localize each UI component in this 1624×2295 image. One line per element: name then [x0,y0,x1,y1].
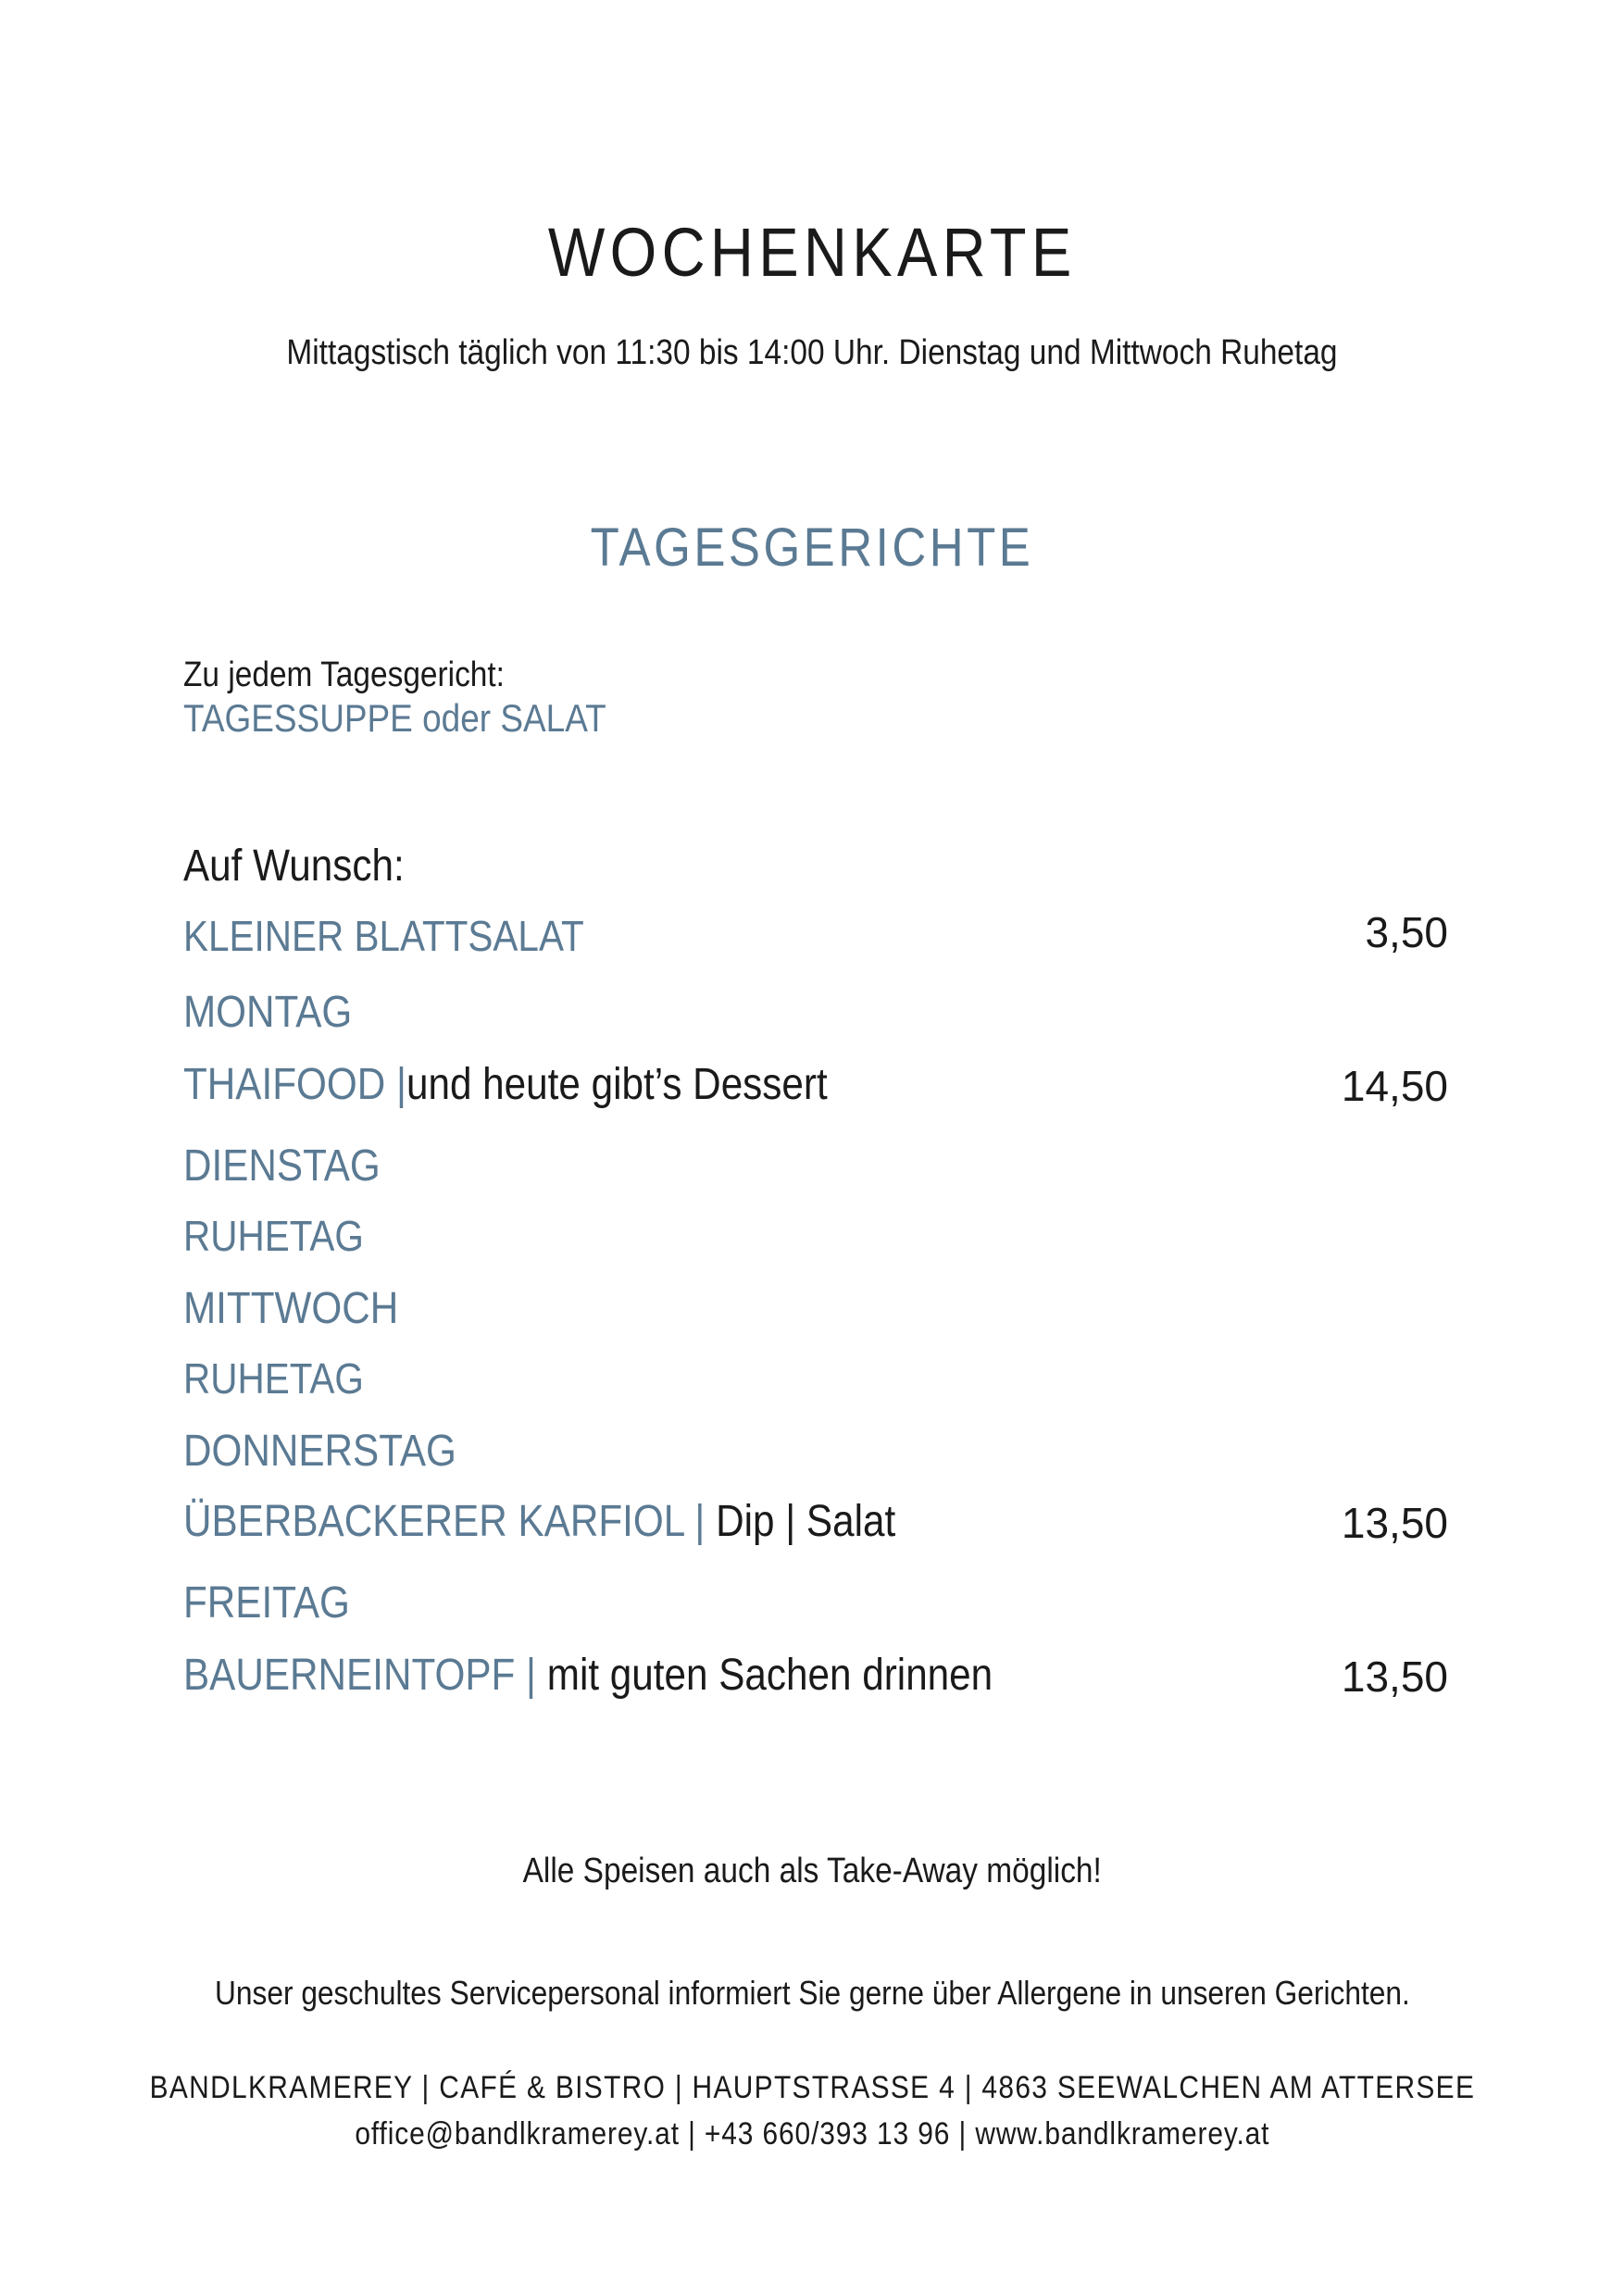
dish-separator: | [515,1651,547,1700]
day-label-wednesday [183,1283,428,1334]
day-label-text: MITTWOCH [183,1284,399,1333]
page-title [0,213,1624,292]
opening-hours-note [0,333,1624,373]
takeaway-note [0,1852,1624,1891]
allergen-note-text: Unser geschultes Servicepersonal informiert Sie gerne über Allergene in unseren Gerichten. [214,1974,1410,2012]
footer-contact-text: office@bandlkramerey.at | +43 660/393 13 96 | www.bandlkramerey.at [354,2116,1269,2152]
section-title-text: TAGESGERICHTE [590,518,1034,578]
extra-item-name [183,911,639,961]
opening-hours-text: Mittagstisch täglich von 11:30 bis 14:00 Uhr. Dienstag und Mittwoch Ruhetag [286,333,1338,372]
intro-value-text: TAGESSUPPE oder SALAT [183,696,606,740]
section-title [0,517,1624,579]
dish-price-friday: 13,50 [1341,1653,1448,1701]
dish-description: und heute gibt’s Dessert [406,1060,828,1109]
day-label-friday [183,1578,372,1628]
extra-item-price: 3,50 [1365,908,1448,956]
extras-label-text: Auf Wunsch: [183,842,405,891]
dish-price-thursday: 13,50 [1341,1499,1448,1547]
dish-price-monday: 14,50 [1341,1062,1448,1110]
footer-address-text: BANDLKRAMEREY | CAFÉ & BISTRO | HAUPTSTRASSE 4 | 4863 SEEWALCHEN AM ATTERSEE [149,2070,1475,2105]
day-label-thursday [183,1426,493,1477]
closed-note-wednesday [183,1353,389,1403]
extra-item-name-text: KLEINER BLATTSALAT [183,912,584,960]
day-label-tuesday [183,1141,407,1191]
intro-label [183,655,548,695]
day-label-text: DIENSTAG [183,1141,381,1191]
closed-note-tuesday [183,1211,389,1261]
dish-separator: | [683,1497,717,1546]
intro-label-text: Zu jedem Tagesgericht: [183,655,505,694]
closed-note-text: RUHETAG [183,1354,364,1403]
page-title-text: WOCHENKARTE [547,214,1077,291]
extras-label [183,841,434,892]
day-label-monday [183,987,375,1038]
dish-separator: | [385,1060,406,1109]
dish-name: ÜBERBACKERER KARFIOL [183,1497,684,1546]
allergen-note [0,1974,1624,2013]
intro-value [183,696,664,741]
footer-contact [0,2116,1624,2152]
dish-thursday [183,1496,993,1547]
dish-description: Dip | Salat [716,1497,896,1546]
dish-description: mit guten Sachen drinnen [546,1651,993,1700]
day-label-text: DONNERSTAG [183,1427,456,1476]
takeaway-note-text: Alle Speisen auch als Take-Away möglich! [522,1852,1102,1890]
dish-name: THAIFOOD [183,1060,386,1109]
closed-note-text: RUHETAG [183,1212,364,1260]
dish-friday [183,1650,1103,1701]
day-label-text: MONTAG [183,988,353,1037]
dish-monday [183,1059,916,1110]
day-label-text: FREITAG [183,1578,350,1628]
footer-address [0,2070,1624,2106]
dish-name: BAUERNEINTOPF [183,1651,516,1700]
